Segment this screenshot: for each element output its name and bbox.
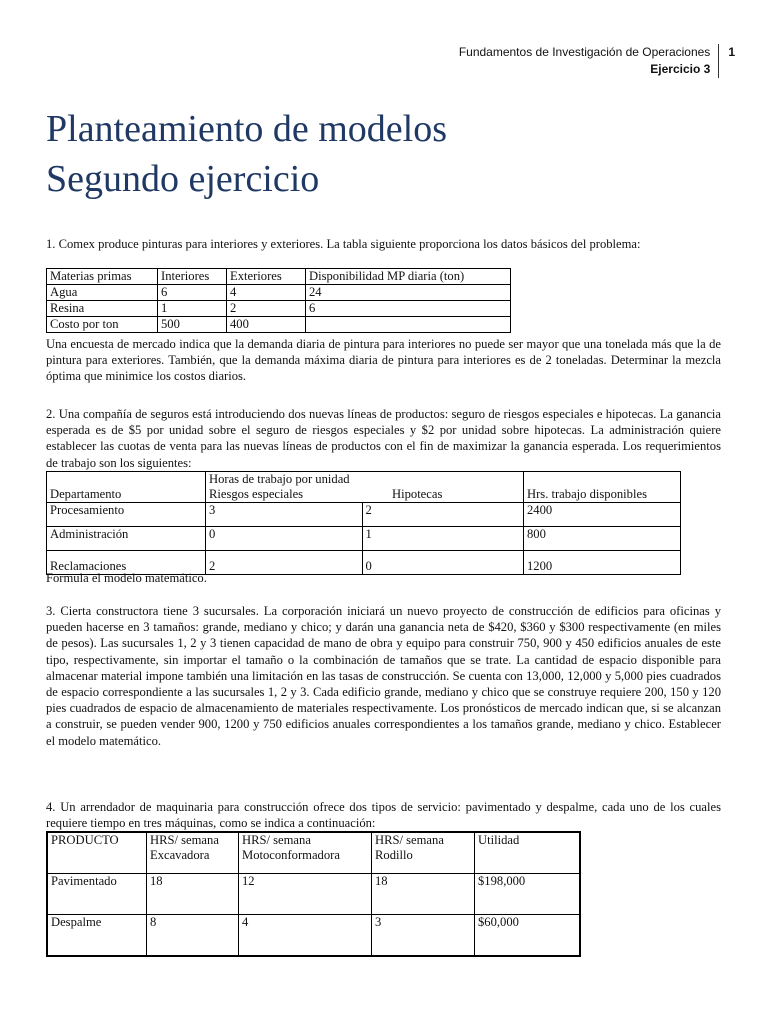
table-row — [47, 317, 511, 333]
header-line: HRS/ semana — [150, 833, 219, 847]
table-cell: 3 — [372, 915, 475, 957]
exercise-4-intro: 4. Un arrendador de maquinaria para construcción ofrece dos tipos de servicio: pavimentado y despalme, cada uno de los cuales requiere tiempo en tres máquinas, como se indica a continuación: — [46, 800, 721, 831]
exercise-1-intro: 1. Comex produce pinturas para interiores y exteriores. La tabla siguiente proporciona los datos básicos del problema: — [46, 237, 641, 251]
table-cell: 18 — [147, 874, 239, 915]
title-line-2: Segundo ejercicio — [46, 158, 320, 200]
table-header-row — [47, 269, 511, 285]
table-row — [47, 301, 511, 317]
table-header-cell: Disponibilidad MP diaria (ton) — [306, 269, 511, 285]
header-exercise-label: Ejercicio 3 — [650, 62, 711, 76]
table-cell: Despalme — [47, 915, 147, 957]
table-header-row — [47, 832, 580, 874]
table-cell: 8 — [147, 915, 239, 957]
table-cell: 2 — [227, 301, 306, 317]
table-row — [47, 285, 511, 301]
table-row — [47, 503, 681, 527]
exercise-2-instruction: Formula el modelo matemático. — [46, 571, 207, 585]
table-cell: Procesamiento — [47, 503, 206, 527]
table-header-cell: Horas de trabajo por unidad — [206, 472, 524, 488]
table-cell: $198,000 — [475, 874, 581, 915]
exercise-4-table — [46, 831, 581, 957]
table-cell: 800 — [524, 527, 681, 551]
header-line: PRODUCTO — [51, 833, 119, 847]
table-header-cell: Exteriores — [227, 269, 306, 285]
table-header-cell — [47, 832, 147, 874]
table-header-cell — [372, 832, 475, 874]
table-cell: 1 — [158, 301, 227, 317]
header-line: Utilidad — [478, 833, 520, 847]
exercise-3-text: 3. Cierta constructora tiene 3 sucursales. La corporación iniciará un nuevo proyecto de construcción de edificios para oficinas y pueden hacerse en 3 tamaños: grande, mediano y chico; y darán una ganancia neta de $420, $360 y $300 respectivamente (en miles de pesos). Las sucursales 1, 2 y 3 tienen capacidad de mano de obra y equipo para construir 750, 900 y 450 edificios anuales de este tipo, respectivamente, sin importar el tamaño o la combinación de tamaños que se trate. La cantidad de espacio disponible para almacenar material impone también una limitación en las tasas de construcción. Se cuenta con 13,000, 12,000 y 5,000 pies cuadrados de espacio correspondiente a las sucursales 1, 2 y 3. Cada edificio grande, mediano y chico que se construye requiere 200, 150 y 120 pies cuadrados de espacio de almacenamiento de materiales respectivamente. Los pronósticos de mercado indican que, si se alcanzan a construir, se pueden vender 900, 1200 y 750 edificios anuales correspondientes a los tamaños grande, mediano y chico. Establecer el modelo matemático. — [46, 604, 721, 748]
title-line-1: Planteamiento de modelos — [46, 108, 448, 150]
table-cell: 2400 — [524, 503, 681, 527]
table-cell: 2 — [362, 503, 524, 527]
page-header — [459, 44, 735, 78]
table-cell: 6 — [306, 301, 511, 317]
table-cell: 4 — [227, 285, 306, 301]
table-cell: Administración — [47, 527, 206, 551]
table-cell: 1 — [362, 527, 524, 551]
header-titles — [459, 44, 720, 78]
table-cell: Resina — [47, 301, 158, 317]
table-cell: 1200 — [524, 551, 681, 575]
table-header-cell: Interiores — [158, 269, 227, 285]
table-cell: 0 — [362, 551, 524, 575]
table-cell: Agua — [47, 285, 158, 301]
table-cell: Pavimentado — [47, 874, 147, 915]
table-cell: 4 — [239, 915, 372, 957]
exercise-1-table — [46, 268, 511, 333]
table-cell: 0 — [206, 527, 363, 551]
header-course-title: Fundamentos de Investigación de Operaciones — [458, 45, 711, 59]
table-header-cell: Riesgos especiales — [206, 487, 363, 503]
table-row — [47, 527, 681, 551]
table-cell: 24 — [306, 285, 511, 301]
table-cell: 12 — [239, 874, 372, 915]
header-line: HRS/ semana — [375, 833, 444, 847]
table-cell: 2 — [206, 551, 363, 575]
exercise-1-text: Una encuesta de mercado indica que la demanda diaria de pintura para interiores no puede ser mayor que una tonelada más que la de pintura para exteriores. También, que la demanda máxima diaria de pintura para interiores es de 2 toneladas. Determinar la mezcla óptima que minimice los costos diarios. — [46, 337, 721, 384]
table-header-cell — [239, 832, 372, 874]
table-header-cell — [147, 832, 239, 874]
table-row — [47, 874, 580, 915]
table-cell: $60,000 — [475, 915, 581, 957]
exercise-2-intro: 2. Una compañía de seguros está introduciendo dos nuevas líneas de productos: seguro de riesgos especiales e hipotecas. La ganancia esperada es de $5 por unidad sobre el seguro de riesgos especiales y $2 por unidad sobre hipotecas. La administración quiere establecer las cuotas de venta para las nuevas líneas de productos con el fin de maximizar la ganancia esperada. Los requerimientos de trabajo son los siguientes: — [46, 407, 721, 470]
table-header-cell: Materias primas — [47, 269, 158, 285]
header-line: HRS/ semana — [242, 833, 311, 847]
table-header-cell — [475, 832, 581, 874]
table-cell: 6 — [158, 285, 227, 301]
table-cell: 18 — [372, 874, 475, 915]
table-header-row — [47, 472, 681, 488]
document-title — [46, 104, 447, 204]
table-cell: 400 — [227, 317, 306, 333]
header-line: Motoconformadora — [242, 848, 340, 862]
table-cell — [306, 317, 511, 333]
table-header-cell: Hrs. trabajo disponibles — [524, 472, 681, 503]
page-number: 1 — [728, 45, 735, 59]
header-line: Rodillo — [375, 848, 413, 862]
table-header-cell: Departamento — [47, 472, 206, 503]
table-cell: Reclamaciones — [47, 551, 206, 575]
table-cell: Costo por ton — [47, 317, 158, 333]
header-line: Excavadora — [150, 848, 210, 862]
exercise-2-table — [46, 471, 681, 575]
table-cell: 3 — [206, 503, 363, 527]
table-row — [47, 915, 580, 957]
table-header-cell: Hipotecas — [362, 487, 524, 503]
table-cell: 500 — [158, 317, 227, 333]
